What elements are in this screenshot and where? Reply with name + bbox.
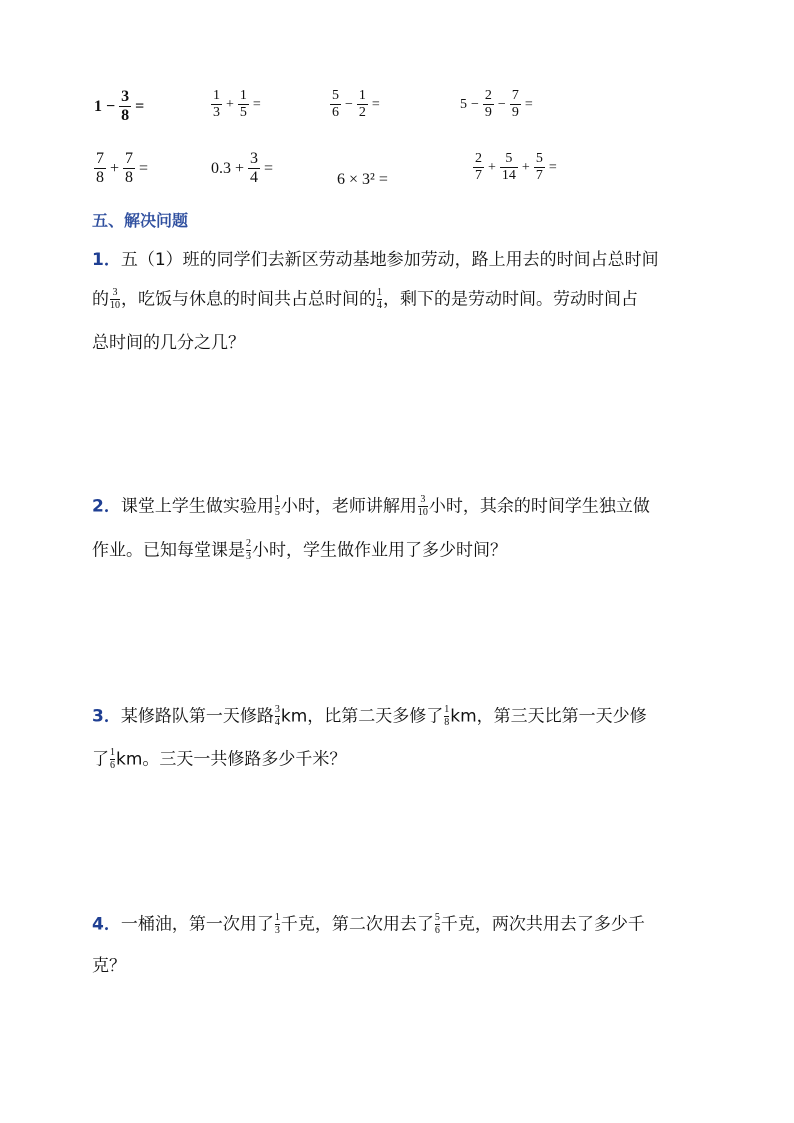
denominator: 6 (332, 105, 339, 120)
question-text: ，吃饭与休息的时间共占总时间的 (121, 289, 376, 310)
calc-expr (92, 89, 146, 124)
fraction (357, 89, 368, 120)
expr-token: − (471, 96, 479, 112)
question-text: 千克，两次共用去了多少千 (440, 914, 645, 935)
expr-token: + (226, 96, 234, 112)
denominator: 8 (96, 169, 104, 186)
inline-fraction (275, 705, 280, 728)
denominator: 7 (475, 168, 482, 183)
question-line (92, 252, 659, 269)
numerator: 1 (377, 287, 382, 298)
numerator: 1 (444, 704, 450, 715)
inline-fraction (246, 539, 251, 562)
fraction (123, 151, 135, 186)
question-text: 课堂上学生做实验用 (120, 496, 274, 517)
numerator: 2 (484, 88, 492, 103)
expr-token: 0.3 (211, 159, 231, 177)
expr-token: 5 (460, 96, 467, 112)
question-line (92, 958, 126, 975)
question-number: 2． (92, 496, 121, 517)
expr-token: = (378, 171, 388, 188)
fraction (500, 152, 518, 183)
numerator: 5 (434, 912, 440, 923)
numerator: 5 (535, 151, 543, 166)
expr-token: = (139, 159, 149, 177)
numerator: 3 (121, 88, 130, 105)
denominator: 4 (377, 299, 382, 311)
question-text: 总时间的几分之几？ (92, 333, 245, 353)
question-line (92, 288, 638, 311)
denominator: 4 (274, 716, 280, 728)
numerator: 5 (332, 88, 339, 103)
numerator: 3 (274, 704, 280, 715)
denominator: 9 (484, 105, 492, 120)
numerator: 5 (505, 151, 513, 166)
expr-token: = (548, 159, 557, 175)
numerator: 7 (96, 150, 104, 167)
question-line (92, 539, 507, 562)
inline-fraction (444, 705, 449, 728)
question-line (92, 913, 645, 936)
question-text: 某修路队第一天修路 (120, 706, 274, 727)
numerator: 3 (420, 494, 426, 505)
inline-fraction (275, 913, 280, 936)
question-text: 的 (92, 289, 109, 310)
question-text: 千克，第二次用去了 (280, 914, 434, 935)
denominator: 6 (110, 759, 115, 771)
calc-expr (209, 151, 275, 186)
denominator: 2 (358, 105, 366, 120)
expr-token: − (345, 96, 353, 112)
expr-token: 1 (94, 97, 102, 115)
fraction (483, 89, 494, 120)
numerator: 3 (250, 150, 259, 167)
question-text: 一桶油，第一次用了 (120, 914, 274, 935)
fraction (330, 89, 341, 120)
inline-fraction (377, 288, 382, 311)
fraction (248, 151, 260, 186)
expr-token: + (488, 159, 496, 175)
denominator: 3 (246, 550, 251, 562)
calc-expr (328, 89, 382, 120)
fraction (510, 89, 521, 120)
question-line (92, 748, 346, 771)
numerator: 1 (274, 494, 280, 505)
expr-token: 3² (362, 171, 375, 188)
question-text: km，比第二天多修了 (280, 706, 444, 727)
expr-token: + (235, 159, 245, 177)
question-number: 4． (92, 914, 121, 935)
question-text: 小时，学生做作业用了多少时间？ (252, 540, 507, 561)
fraction (94, 151, 106, 186)
inline-fraction (110, 748, 115, 771)
denominator: 14 (501, 168, 516, 183)
section-title: 五、解决问题 (92, 211, 189, 230)
denominator: 8 (121, 107, 130, 124)
expr-token: × (349, 171, 359, 188)
question-line (92, 335, 245, 352)
denominator: 10 (417, 506, 428, 518)
inline-fraction (435, 913, 440, 936)
expr-token: = (371, 96, 380, 112)
numerator: 2 (475, 151, 482, 166)
question-text: km。三天一共修路多少千米？ (116, 749, 347, 770)
question-text: 小时，其余的时间学生独立做 (428, 496, 650, 517)
expr-token: − (497, 96, 506, 112)
denominator: 3 (213, 105, 220, 120)
calc-expr (458, 89, 535, 120)
denominator: 7 (535, 168, 543, 183)
question-number: 1． (92, 250, 121, 270)
question-text: 小时，老师讲解用 (280, 496, 417, 517)
denominator: 8 (125, 169, 134, 186)
expr-token: = (135, 97, 145, 115)
expr-token: − (106, 97, 116, 115)
expr-token: = (524, 96, 533, 112)
fraction (238, 89, 249, 120)
inline-fraction (110, 288, 120, 311)
denominator: 4 (250, 169, 259, 186)
denominator: 5 (239, 105, 247, 120)
inline-fraction (275, 495, 280, 518)
expr-token: = (264, 159, 274, 177)
calc-expr (335, 172, 390, 188)
denominator: 9 (511, 105, 519, 120)
fraction (473, 152, 484, 183)
question-text: 克？ (92, 956, 126, 976)
numerator: 1 (358, 88, 366, 103)
numerator: 3 (112, 287, 118, 298)
denominator: 5 (274, 506, 280, 518)
denominator: 6 (434, 924, 440, 936)
question-line (92, 495, 650, 518)
question-text: 作业。已知每堂课是 (92, 540, 245, 561)
numerator: 1 (213, 88, 220, 103)
fraction (119, 89, 131, 124)
expr-token: + (110, 159, 120, 177)
numerator: 1 (274, 912, 280, 923)
expr-token: 6 (337, 171, 345, 188)
denominator: 8 (444, 716, 450, 728)
calc-expr (209, 89, 263, 120)
question-text: 五（1）班的同学们去新区劳动基地参加劳动，路上用去的时间占总时间 (120, 250, 659, 270)
expr-token: = (252, 96, 261, 112)
numerator: 7 (125, 150, 134, 167)
numerator: 7 (511, 88, 519, 103)
calc-expr (471, 152, 559, 183)
question-number: 3． (92, 706, 121, 727)
expr-token: + (521, 159, 530, 175)
question-text: km，第三天比第一天少修 (450, 706, 647, 727)
denominator: 3 (274, 924, 280, 936)
fraction (211, 89, 222, 120)
fraction (534, 152, 545, 183)
numerator: 1 (110, 747, 115, 758)
question-line (92, 705, 647, 728)
numerator: 2 (246, 538, 251, 549)
question-text: 了 (92, 749, 109, 770)
calc-expr (92, 151, 150, 186)
denominator: 10 (110, 299, 120, 311)
question-text: ，剩下的是劳动时间。劳动时间占 (383, 289, 638, 310)
numerator: 1 (239, 88, 247, 103)
inline-fraction (418, 495, 428, 518)
